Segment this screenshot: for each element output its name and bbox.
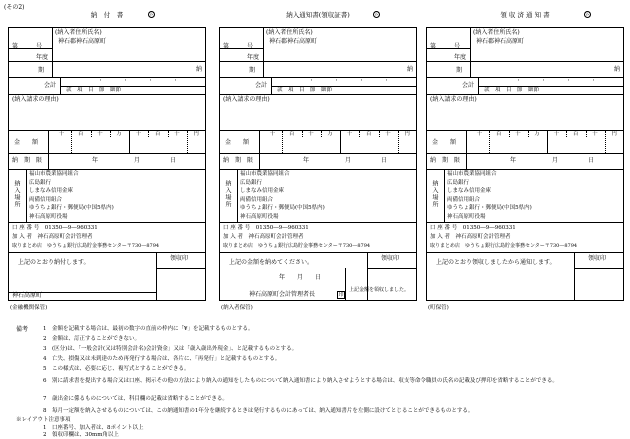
day-unit: 日	[381, 157, 388, 164]
account-dot: ・	[98, 78, 104, 84]
layout-item-1: 1 口座番号、加入者は、8ポイント以上	[43, 425, 144, 431]
digit-divider	[398, 131, 399, 153]
digit-label: 百	[154, 131, 161, 137]
year-unit: 年	[510, 157, 517, 164]
note-item-6: 6 別に請求書を提出する場合又は口座、掲示その他の方法により納入の通知をしたものについて納入通知書により納入させようとする場合は、収支等命令職員の氏名の記載及び押印を省略することができる。	[43, 378, 558, 384]
note-item-7: 7 歳出金に係るものについては、科目欄の記載は省略することができる。	[43, 396, 228, 402]
digit-label: 十	[174, 131, 180, 137]
form-panel-1	[8, 0, 206, 326]
account-dot: ・	[591, 78, 597, 84]
account-dot: ・	[123, 78, 129, 84]
payer-value: 神石郡神石高原町	[58, 38, 107, 45]
office-label: 神石高原町	[12, 292, 43, 299]
form-title: 納 付 書	[90, 11, 124, 19]
rule-line	[574, 252, 575, 301]
period-label: 期	[38, 67, 45, 74]
issuer-line: 神石高原町会計管理者長	[249, 291, 316, 298]
copy-note: (町保管)	[428, 305, 449, 311]
layout-item-2: 2 領収印欄は、30mm角以上	[43, 432, 119, 438]
year-label: 年度	[36, 54, 49, 61]
due-end-label: 納	[196, 66, 203, 73]
rule-line	[426, 94, 624, 95]
digit-label: 十	[97, 131, 103, 137]
payer-label: (納入者住所氏名)	[55, 29, 102, 36]
digit-divider	[379, 131, 380, 137]
digit-label: 百	[77, 131, 84, 137]
place-item: 神石高原町役場	[447, 213, 486, 220]
digit-label: 十	[308, 131, 314, 137]
place-item: 神石高原町役場	[240, 213, 279, 220]
digit-divider	[528, 131, 529, 137]
digit-label: 円	[611, 131, 617, 137]
rule-line	[426, 252, 624, 253]
receipt-text: 上記のとおり納付します。	[18, 259, 90, 266]
digit-divider	[91, 131, 92, 137]
total-label: 会計	[44, 82, 57, 89]
receipt-text: 上記のとおり領収しましたから通知します。	[436, 259, 556, 266]
period-label: 期	[456, 67, 463, 74]
agent-line: 取りまとめ店 ゆうちょ銀行広島貯金事務センター〒730―8794	[12, 243, 160, 249]
reason-label: (納入請求の理由)	[430, 96, 477, 103]
holder-line: 加 入 者 神石高原町会計管理者	[430, 234, 511, 240]
digit-label: 百	[495, 131, 502, 137]
number-label: 第 号	[223, 43, 254, 50]
rule-line	[48, 153, 49, 169]
copy-note: (納入者保管)	[221, 305, 253, 311]
notes-heading: 備考	[16, 326, 29, 333]
account-heads: 款 項 目 節 細節	[66, 87, 122, 93]
copy-mark: 公	[374, 11, 380, 17]
digit-divider	[605, 131, 606, 153]
payer-value: 神石郡神石高原町	[269, 38, 318, 45]
digit-divider	[509, 131, 510, 137]
account-heads: 款 項 目 節 細節	[484, 87, 540, 93]
account-dot: ・	[173, 78, 179, 84]
due-end-label: 納	[407, 66, 414, 73]
received-text: 上記金額を領収しました。	[349, 287, 410, 293]
day-unit: 日	[170, 157, 177, 164]
form-title: 領 収 済 通 知 書	[500, 11, 550, 19]
account-dot: ・	[334, 78, 340, 84]
digit-divider	[359, 131, 360, 137]
receipt-text: 上記の金額を納めてください。	[229, 259, 314, 266]
account-dot: ・	[384, 78, 390, 84]
amount-label: 金 額	[432, 139, 457, 146]
seal-label: 領収印	[588, 255, 607, 262]
rule-line	[367, 268, 417, 269]
rule-line	[444, 169, 445, 222]
place-item: 広島銀行	[240, 179, 263, 186]
note-item-1: 1 金額を記載する場合は、最初の数字の直前の枠内に「¥」を記載するものとする。	[43, 326, 254, 332]
page-label: (その2)	[4, 4, 25, 11]
note-item-2: 2 金額は、訂正することができない。	[43, 336, 141, 342]
month-unit: 月	[552, 157, 559, 164]
rule-line	[219, 61, 417, 62]
digit-label: 万	[327, 131, 333, 137]
rule-line	[48, 130, 49, 153]
digit-divider	[71, 131, 72, 153]
account-line: 口 座 番 号 01350―9―960331	[223, 225, 309, 231]
number-label: 第 号	[430, 43, 461, 50]
amount-label: 金 額	[14, 139, 39, 146]
digit-divider	[321, 131, 322, 137]
copy-mark: 公	[149, 11, 155, 17]
rule-line	[466, 130, 467, 153]
rule-line	[219, 94, 417, 95]
rule-line	[8, 169, 206, 170]
amount-label: 金 額	[225, 139, 250, 146]
digit-label: 千	[346, 131, 353, 137]
digit-label: 千	[269, 131, 276, 137]
agent-line: 取りまとめ店 ゆうちょ銀行広島貯金事務センター〒730―8794	[223, 243, 371, 249]
account-dot: ・	[359, 78, 365, 84]
place-item: しまなみ信用金庫	[29, 188, 74, 194]
rule-line	[237, 169, 238, 222]
digit-label: 千	[476, 131, 483, 137]
note-item-3: 3 (区分)は、「一般会計(又は特別会計名)会計資金」又は「歳入歳出外現金」、と記載するものとする。	[43, 346, 298, 352]
rule-line	[426, 61, 624, 62]
digit-divider	[110, 131, 111, 137]
digit-divider	[148, 131, 149, 137]
digit-label: 百	[572, 131, 579, 137]
account-line: 口 座 番 号 01350―9―960331	[430, 225, 516, 231]
place-item: 福山市農業協同組合	[240, 171, 290, 177]
period-label: 期	[249, 67, 256, 74]
rule-line	[426, 153, 624, 154]
total-label: 会計	[462, 82, 475, 89]
place-item: 広島銀行	[29, 179, 52, 186]
digit-divider	[340, 131, 341, 153]
note-item-4: 4 亡失、損傷又は未到達のため再発行する場合は、各片に、「再発行」と記載するものとする。	[43, 356, 281, 362]
issuer-seal-icon: 印	[338, 292, 344, 298]
rule-line	[426, 222, 624, 223]
digit-label: 円	[404, 131, 410, 137]
rule-line	[8, 61, 206, 62]
note-item-5: 5 この様式は、必要に応じ、複写式とすることができる。	[43, 366, 190, 372]
year-label: 年度	[247, 54, 260, 61]
account-dot: ・	[516, 78, 522, 84]
rule-line	[345, 268, 346, 301]
form-panel-2	[219, 0, 417, 326]
digit-label: 千	[553, 131, 560, 137]
total-label: 会計	[255, 82, 268, 89]
digit-label: 百	[365, 131, 372, 137]
place-label: 納入場所	[13, 180, 20, 208]
digit-label: 千	[58, 131, 65, 137]
rule-line	[367, 252, 368, 301]
place-item: ゆうちょ銀行・郵便局(中国5県内)	[29, 205, 114, 211]
rule-line	[26, 169, 27, 222]
digit-divider	[489, 131, 490, 153]
place-item: 福山市農業協同組合	[447, 171, 497, 177]
place-item: しまなみ信用金庫	[240, 188, 285, 194]
digit-label: 十	[592, 131, 598, 137]
rule-line	[52, 27, 53, 77]
layout-heading: ※レイアウト注意事項	[16, 417, 71, 423]
rule-line	[259, 130, 260, 153]
form-title: 納入通知書(領収証書)	[286, 11, 350, 19]
place-item: ゆうちょ銀行・郵便局(中国5県内)	[447, 205, 532, 211]
digit-divider	[547, 131, 548, 153]
place-item: 両備信用組合	[240, 196, 274, 203]
place-item: しまなみ信用金庫	[447, 188, 492, 194]
place-item: 両備信用組合	[29, 196, 63, 203]
rule-line	[219, 222, 417, 223]
rule-line	[466, 153, 467, 169]
due-label: 納 期 限	[223, 157, 254, 164]
day-unit: 日	[588, 157, 595, 164]
rule-line	[219, 153, 417, 154]
place-item: ゆうちょ銀行・郵便局(中国5県内)	[240, 205, 325, 211]
year-unit: 年	[303, 157, 310, 164]
digit-label: 百	[288, 131, 295, 137]
digit-label: 十	[515, 131, 521, 137]
holder-line: 加 入 者 神石高原町会計管理者	[12, 234, 93, 240]
note-item-8: 8 毎月一定額を納入させるものについては、この納通知書の1年分を継続するときは発行するものにあっては、納入通知書片を左側に設けてとじることができるものとする。	[43, 408, 474, 414]
year-label: 年度	[454, 54, 467, 61]
account-dot: ・	[566, 78, 572, 84]
payer-label: (納入者住所氏名)	[266, 29, 313, 36]
rule-line	[426, 169, 624, 170]
seal-label: 領収印	[170, 255, 189, 262]
account-dot: ・	[148, 78, 154, 84]
place-item: 広島銀行	[447, 179, 470, 186]
digit-label: 万	[116, 131, 122, 137]
month-unit: 月	[345, 157, 352, 164]
copy-note: (金融機関保管)	[10, 305, 48, 311]
account-line: 口 座 番 号 01350―9―960331	[12, 225, 98, 231]
due-label: 納 期 限	[12, 157, 43, 164]
rule-line	[8, 222, 206, 223]
reason-label: (納入請求の理由)	[223, 96, 270, 103]
digit-label: 千	[135, 131, 142, 137]
account-dot: ・	[541, 78, 547, 84]
account-heads: 款 項 目 節 細節	[277, 87, 333, 93]
payer-value: 神石郡神石高原町	[476, 38, 525, 45]
digit-divider	[282, 131, 283, 153]
payer-label: (納入者住所氏名)	[473, 29, 520, 36]
date-line: 年 月 日	[279, 274, 322, 281]
rule-line	[219, 169, 417, 170]
rule-line	[574, 268, 624, 269]
month-unit: 月	[134, 157, 141, 164]
form-panel-3	[426, 0, 624, 326]
agent-line: 取りまとめ店 ゆうちょ銀行広島貯金事務センター〒730―8794	[430, 243, 578, 249]
digit-divider	[586, 131, 587, 137]
digit-label: 十	[385, 131, 391, 137]
digit-divider	[187, 131, 188, 153]
rule-line	[219, 252, 417, 253]
place-label: 納入場所	[224, 180, 231, 208]
place-label: 納入場所	[431, 180, 438, 208]
digit-divider	[129, 131, 130, 153]
digit-divider	[302, 131, 303, 137]
place-item: 両備信用組合	[447, 196, 481, 203]
due-label: 納 期 限	[430, 157, 461, 164]
account-dot: ・	[309, 78, 315, 84]
copy-mark: 公	[585, 11, 591, 17]
rule-line	[8, 94, 206, 95]
digit-label: 円	[193, 131, 199, 137]
digit-divider	[168, 131, 169, 137]
rule-line	[8, 252, 206, 253]
place-item: 神石高原町役場	[29, 213, 68, 220]
year-unit: 年	[92, 157, 99, 164]
digit-divider	[566, 131, 567, 137]
rule-line	[8, 153, 206, 154]
rule-line	[259, 153, 260, 169]
due-end-label: 納	[614, 66, 621, 73]
place-item: 福山市農業協同組合	[29, 171, 79, 177]
rule-line	[156, 268, 206, 269]
holder-line: 加 入 者 神石高原町会計管理者	[223, 234, 304, 240]
rule-line	[263, 27, 264, 77]
seal-label: 領収印	[381, 255, 400, 262]
digit-label: 万	[534, 131, 540, 137]
number-label: 第 号	[12, 43, 43, 50]
rule-line	[470, 27, 471, 77]
reason-label: (納入請求の理由)	[12, 96, 59, 103]
rule-line	[156, 252, 157, 301]
